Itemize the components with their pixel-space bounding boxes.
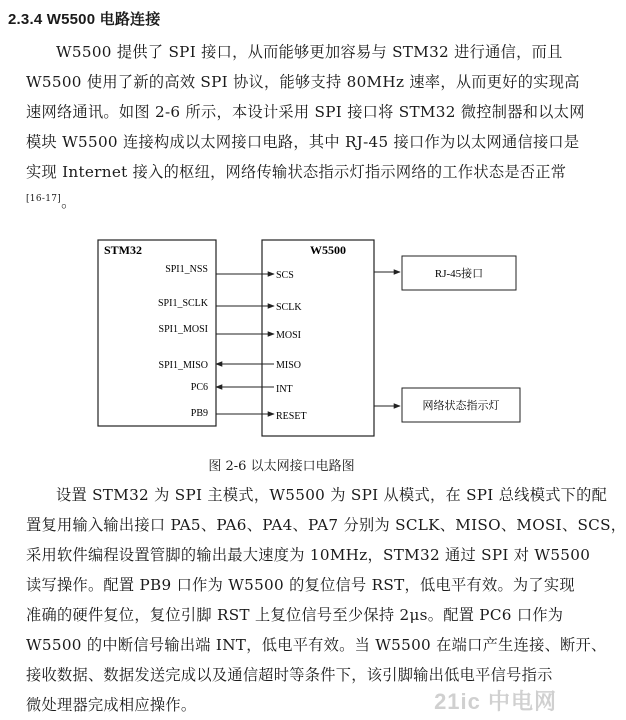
paragraph-line: W5500 提供了 SPI 接口，从而能够更加容易与 STM32 进行通信，而且 (56, 43, 563, 61)
w5500-pin-label: MOSI (276, 330, 302, 341)
paragraph-intro (26, 37, 585, 217)
w5500-label: W5500 (310, 243, 346, 257)
paragraph-last-line (26, 187, 550, 217)
figure-caption: 图 2-6 以太网接口电路图 (208, 459, 355, 474)
paragraph-line: 接收数据、数据发送完成以及通信超时等条件下，该引脚输出低电平信号指示 (26, 666, 553, 684)
w5500-pin-label: INT (276, 384, 293, 395)
w5500-pin-label: RESET (276, 411, 307, 422)
paragraph-line: 设置 STM32 为 SPI 主模式，W5500 为 SPI 从模式，在 SPI 总线模式下的配 (56, 486, 608, 504)
w5500-pin-label: MISO (276, 360, 302, 371)
paragraph-line: 微处理器完成相应操作。 (26, 696, 197, 714)
paragraph-line: W5500 使用了新的高效 SPI 协议，能够支持 80MHz 速率，从而更好的实现高 (26, 73, 580, 91)
stm32-pin-label: SPI1_NSS (165, 264, 208, 275)
paragraph-line: 读写操作。配置 PB9 口作为 W5500 的复位信号 RST，低电平有效。为了实现 (26, 576, 575, 594)
stm32-pin-label: PC6 (190, 382, 208, 393)
watermark-logo: 21ic 中电网 (434, 689, 557, 714)
paragraph-line: 速网络通讯。如图 2-6 所示，本设计采用 SPI 接口将 STM32 微控制器和以太网 (26, 103, 585, 121)
rj45-label: RJ-45接口 (434, 268, 484, 280)
w5500-pin-label: SCLK (276, 302, 302, 313)
stm32-pin-label: PB9 (190, 408, 208, 419)
paragraph-line: 模块 W5500 连接构成以太网接口电路，其中 RJ-45 接口作为以太网通信接口是 (26, 133, 580, 151)
stm32-pin-label: SPI1_MOSI (158, 324, 208, 335)
paragraph-line: 实现 Internet 接入的枢纽，网络传输状态指示灯指示网络的工作状态是否正常 (26, 163, 567, 181)
paragraph-line: 置复用输入输出接口 PA5、PA6、PA4、PA7 分别为 SCLK、MISO、MOSI、SCS， (26, 516, 626, 534)
stm32-label: STM32 (104, 243, 143, 257)
paragraph-line: 准确的硬件复位，复位引脚 RST 上复位信号至少保持 2μs。配置 PC6 口作为 (26, 606, 564, 624)
stm32-pin-label: SPI1_SCLK (157, 298, 208, 309)
paragraph-config (26, 480, 626, 720)
paragraph-line: W5500 的中断信号输出端 INT，低电平有效。当 W5500 在端口产生连接、断开、 (26, 636, 607, 654)
paragraph-line: 采用软件编程设置管脚的输出最大速度为 10MHz，STM32 通过 SPI 对 W5500 (26, 546, 591, 564)
section-heading: 2.3.4 W5500 电路连接 (8, 11, 161, 28)
end-mark: 。 (61, 193, 77, 211)
led-label: 网络状态指示灯 (422, 400, 500, 412)
circuit-diagram (94, 234, 534, 446)
w5500-pin-label: SCS (276, 270, 294, 281)
stm32-pin-label: SPI1_MISO (158, 360, 208, 371)
citation: [16-17] (26, 193, 62, 204)
